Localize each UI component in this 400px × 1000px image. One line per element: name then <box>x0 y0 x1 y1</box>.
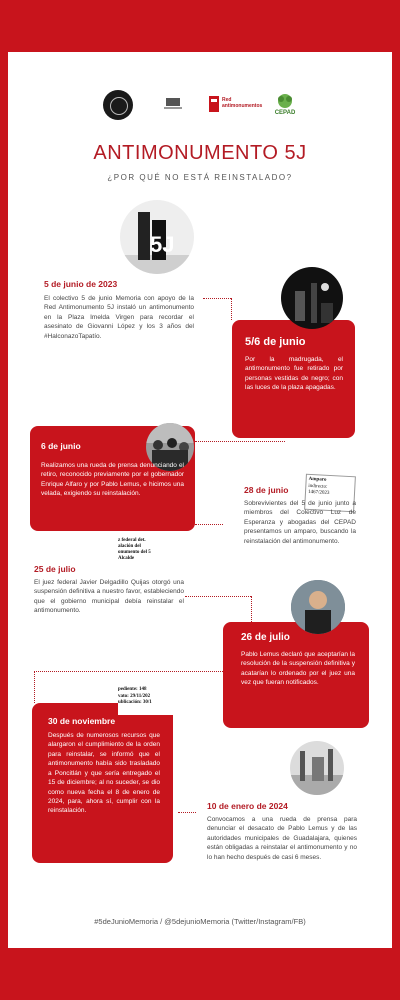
social-footer: #5deJunioMemoria / @5dejunioMemoria (Twitter/Instagram/FB) <box>94 917 306 926</box>
connector-line <box>195 441 285 442</box>
event-description: Pablo Lemus declaró que aceptarían la resolución de la suspensión definitiva y acatarían lo ordenado por el juez una vez que fueran notificados. <box>241 651 355 687</box>
connector-line <box>231 298 232 320</box>
event-date: 26 de julio <box>241 632 290 643</box>
connector-line <box>185 596 251 597</box>
event-description: Convocamos a una rueda de prensa para denunciar el desacato de Pablo Lemus y de las autoridades municipales de Guadalajara, quienes están obligadas a reinstalar el antimonumento y no lo han hecho después de casi 6 meses. <box>207 816 357 861</box>
event-description: El colectivo 5 de junio Memoria con apoyo de la Red Antimonumento 5J instaló un antimonumento en la Plaza Imelda Virgen para recordar el asesinato de Giovanni López y los 3 años del #HalconazoTapatío. <box>44 295 194 340</box>
event-date: 5 de junio de 2023 <box>44 279 118 289</box>
event-date: 28 de junio <box>244 485 289 495</box>
event-date: 25 de julio <box>34 564 76 574</box>
cepad-logo: CEPAD <box>272 92 298 118</box>
event-date: 30 de noviembre <box>48 716 116 726</box>
page-subtitle: ¿POR QUÉ NO ESTÁ REINSTALADO? <box>107 173 293 182</box>
connector-line <box>203 298 231 299</box>
night-photo <box>281 267 343 329</box>
photo-5j-label: 5J <box>150 232 175 257</box>
amparo-document: Amparo indirecto: 1467/2023 <box>304 474 356 513</box>
event-description: Sobrevivientes del 5 de junio junto a miembros del Colectivo Luz de Esperanza y abogadas del CEPAD presentamos un amparo, buscando la reinstalación del antimonumento. <box>244 500 356 545</box>
event-description: Por la madrugada, el antimonumento fue retirado por personas vestidas de negro; con las luces de la plaza apagadas. <box>245 356 343 392</box>
institution-logo <box>163 96 183 112</box>
memoria-logo <box>103 90 133 120</box>
event-date: 6 de junio <box>41 441 81 451</box>
event-description: Realizamos una rueda de prensa denunciando el retiro, reconocido previamente por el gobernador Enrique Alfaro y por Pablo Lemus, e hicimos una velada, exigiendo su reinstalación. <box>41 462 184 498</box>
red-antimonumentos-logo: Red antimonumentos <box>208 95 250 115</box>
event-date: 10 de enero de 2024 <box>207 801 288 811</box>
plaza-photo <box>290 741 344 795</box>
connector-line <box>34 671 223 672</box>
connector-line <box>251 596 252 622</box>
antimonumento-photo <box>120 200 194 274</box>
event-date: 5/6 de junio <box>245 336 306 348</box>
connector-line <box>178 812 196 813</box>
page-title: ANTIMONUMENTO 5J <box>93 142 307 164</box>
connector-line <box>195 524 223 525</box>
event-description: El juez federal Javier Delgadillo Quijas otorgó una suspensión definitiva a nuestro favor, estableciendo que el gobierno municipal debía reinstalar el antimonumento. <box>34 579 184 615</box>
connector-line <box>34 671 35 703</box>
publication-document: pediente: 148 vato: 29/11/202 ublicación: 30/1 <box>118 687 175 715</box>
court-document: z federal det. alación del onumento del 5 Alcalde <box>118 538 180 570</box>
event-description: Después de numerosos recursos que alargaron el cumplimiento de la orden para reinstalar, se informó que el antimonumento había sido trasladado a Poncitlán y que sería entregado el 15 de diciembre; al no suceder, se dio como nueva fecha el 8 de enero de 2024, para, ahora sí, cumplir con la reinstalación. <box>48 732 160 815</box>
pablo-lemus-photo <box>291 580 345 634</box>
